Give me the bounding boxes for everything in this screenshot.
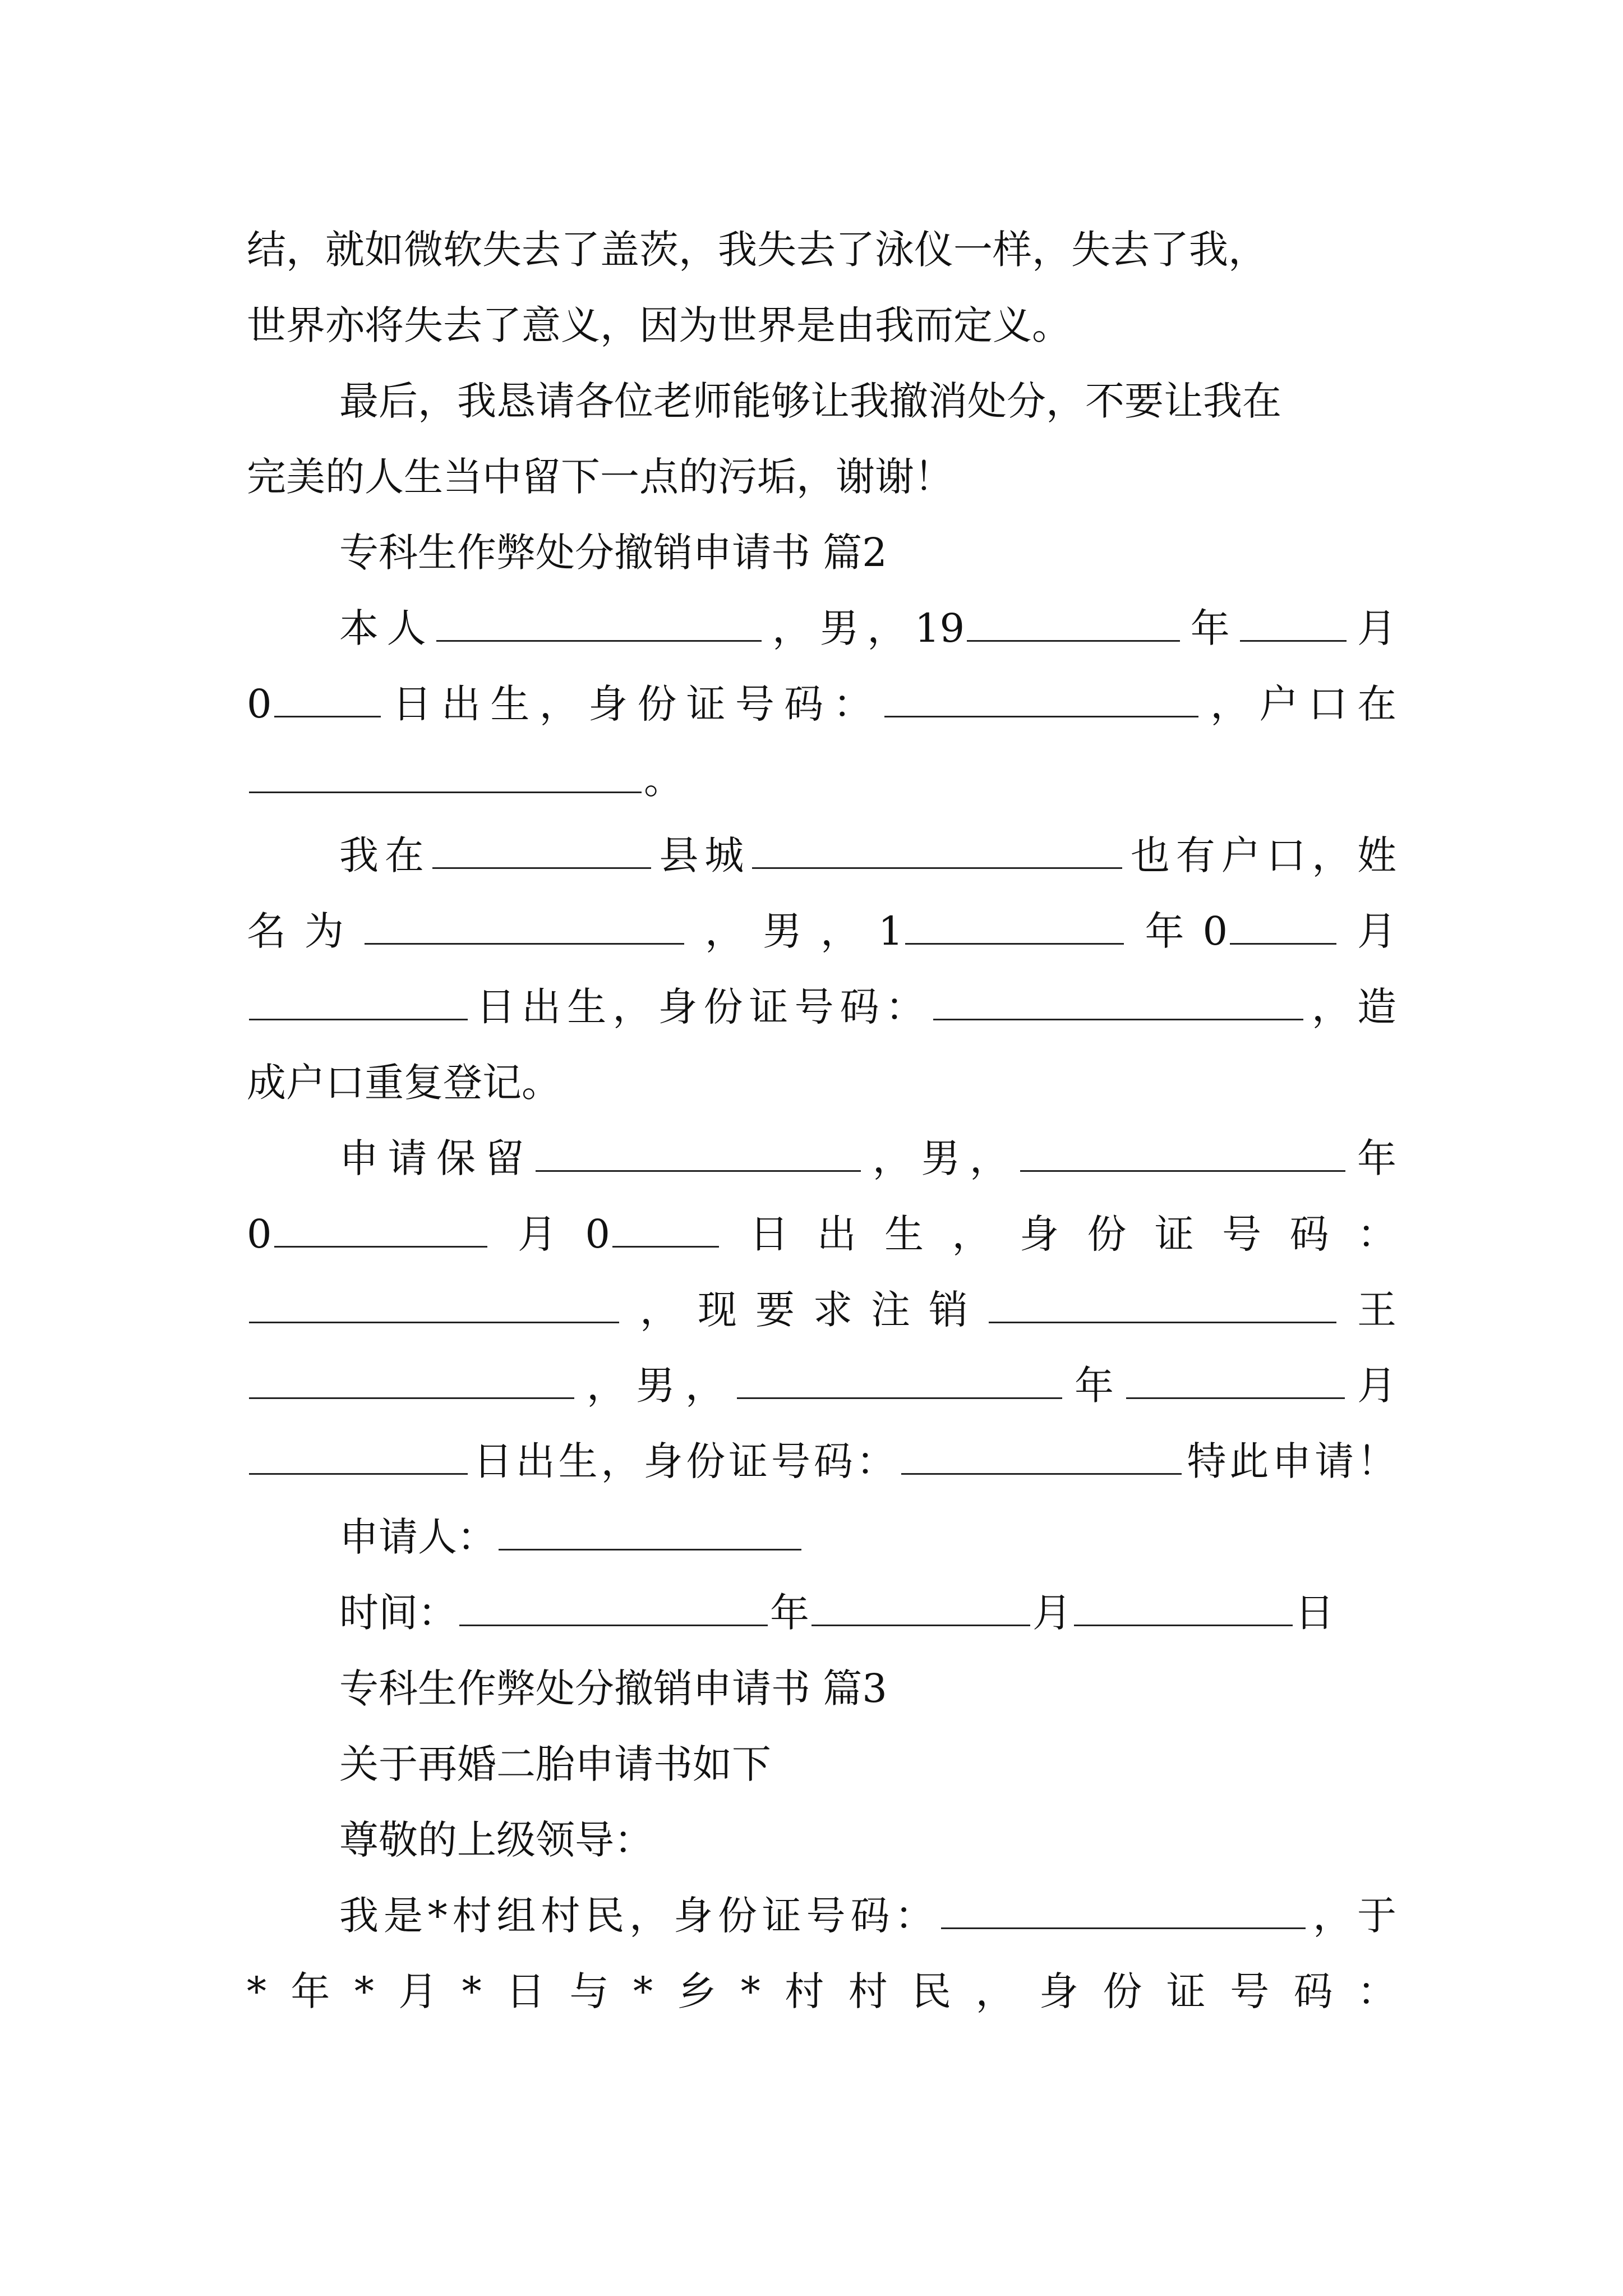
text-segment: 。: [644, 757, 683, 803]
text-segment: 专科生作弊处分撤销申请书 篇2: [339, 530, 887, 576]
text-segment: 时间：: [339, 1590, 457, 1636]
text-segment: 年: [1064, 1363, 1124, 1409]
text-line-2: [247, 292, 1396, 359]
text-segment: ，于: [1308, 1893, 1396, 1939]
text-line-14: [247, 1200, 1396, 1268]
text-segment: 县城: [653, 832, 750, 878]
text-segment: 日: [1295, 1590, 1334, 1636]
text-segment: 月: [1339, 908, 1396, 954]
text-segment: 尊敬的上级领导：: [339, 1817, 653, 1863]
text-segment: 王: [1339, 1287, 1396, 1333]
text-segment: ，男，19: [764, 605, 965, 651]
blank-underline: [905, 908, 1124, 945]
text-segment: 结，就如微软失去了盖茨，我失去了泳仪一样，失去了我，: [247, 227, 1267, 273]
text-segment: 年: [1348, 1135, 1397, 1181]
text-segment: 也有户口，姓: [1124, 832, 1397, 878]
text-line-13: [339, 1125, 1396, 1192]
section-heading-2: [339, 519, 1396, 586]
text-segment: ，男，: [863, 1135, 1018, 1181]
blank-underline: [536, 1135, 861, 1172]
text-segment: 关于再婚二胎申请书如下: [339, 1741, 771, 1787]
blank-underline: [933, 984, 1303, 1020]
blank-underline: [989, 1287, 1336, 1323]
text-segment: 年: [1182, 605, 1238, 651]
text-segment: 最后，我恳请各位老师能够让我撤消处分，不要让我在: [339, 378, 1281, 424]
text-segment: 申请人：: [339, 1514, 496, 1560]
text-segment: 本人: [339, 605, 435, 651]
blank-underline: [967, 605, 1180, 642]
date-line: [339, 1579, 1396, 1646]
blank-underline: [884, 681, 1198, 717]
text-line-10: [247, 898, 1396, 965]
text-segment: 申请保留: [339, 1135, 534, 1181]
applicant-line: [339, 1503, 1396, 1571]
text-line-16: [247, 1352, 1396, 1419]
blank-underline: [752, 832, 1122, 869]
text-line-21: [339, 1731, 1396, 1798]
blank-underline: [1240, 605, 1347, 642]
blank-underline: [1230, 908, 1336, 945]
text-segment: 特此申请！: [1183, 1438, 1396, 1484]
text-segment: 我是*村组村民，身份证号码：: [339, 1893, 939, 1939]
text-segment: 成户口重复登记。: [247, 1060, 561, 1106]
blank-underline: [811, 1590, 1030, 1626]
text-segment: 月: [1032, 1590, 1072, 1636]
text-segment: 专科生作弊处分撤销申请书 篇3: [339, 1665, 887, 1711]
text-segment: 名为: [247, 908, 362, 954]
blank-underline: [1020, 1135, 1345, 1172]
blank-underline: [1126, 1363, 1345, 1399]
blank-underline: [249, 984, 468, 1020]
blank-underline: [249, 1438, 468, 1475]
blank-underline: [274, 1211, 487, 1248]
blank-underline: [249, 1287, 619, 1323]
text-line-7: [247, 670, 1396, 738]
text-segment: *年*月*日与*乡*村村民，身份证号码：: [247, 1968, 1396, 2014]
text-segment: 日出生，身份证号码：: [721, 1211, 1396, 1257]
text-segment: 月: [1349, 605, 1397, 651]
text-segment: 0: [247, 681, 272, 727]
text-line-3: [339, 367, 1396, 435]
text-line-4: [247, 443, 1396, 510]
text-line-17: [247, 1428, 1396, 1495]
salutation-line: [339, 1806, 1396, 1874]
text-line-11: [247, 973, 1396, 1041]
text-segment: ，户口在: [1200, 681, 1396, 727]
blank-underline: [436, 605, 762, 642]
text-segment: ，现要求注销: [621, 1287, 986, 1333]
text-segment: 日出生，身份证号码：: [470, 984, 931, 1030]
text-line-24: [247, 1958, 1396, 2025]
text-segment: ，男，: [577, 1363, 735, 1409]
text-line-9: [339, 822, 1396, 889]
text-line-6: [339, 595, 1396, 662]
text-segment: 日出生，身份证号码：: [382, 681, 882, 727]
text-segment: ，男，1: [686, 908, 903, 954]
text-line-23: [339, 1882, 1396, 1949]
text-line-1: [247, 216, 1396, 283]
blank-underline: [737, 1363, 1062, 1399]
blank-underline: [365, 908, 684, 945]
blank-underline: [1074, 1590, 1293, 1626]
text-segment: 0: [247, 1211, 272, 1257]
text-segment: 完美的人生当中留下一点的污垢，谢谢！: [247, 454, 953, 500]
blank-underline: [941, 1893, 1306, 1929]
text-line-8: [247, 746, 1396, 813]
blank-underline: [499, 1514, 801, 1550]
blank-underline: [459, 1590, 768, 1626]
blank-underline: [901, 1438, 1182, 1475]
blank-underline: [274, 681, 381, 717]
text-segment: 月: [1347, 1363, 1396, 1409]
text-segment: 月0: [489, 1211, 610, 1257]
text-segment: ，造: [1305, 984, 1397, 1030]
text-line-15: [247, 1276, 1396, 1343]
section-heading-3: [339, 1655, 1396, 1722]
text-segment: 我在: [339, 832, 430, 878]
blank-underline: [249, 757, 642, 793]
text-line-12: [247, 1049, 1396, 1116]
blank-underline: [612, 1211, 719, 1248]
text-segment: 年: [770, 1590, 809, 1636]
blank-underline: [249, 1363, 574, 1399]
blank-underline: [432, 832, 651, 869]
text-segment: 年0: [1126, 908, 1228, 954]
text-segment: 世界亦将失去了意义，因为世界是由我而定义。: [247, 302, 1071, 348]
text-segment: 日出生，身份证号码：: [470, 1438, 899, 1484]
